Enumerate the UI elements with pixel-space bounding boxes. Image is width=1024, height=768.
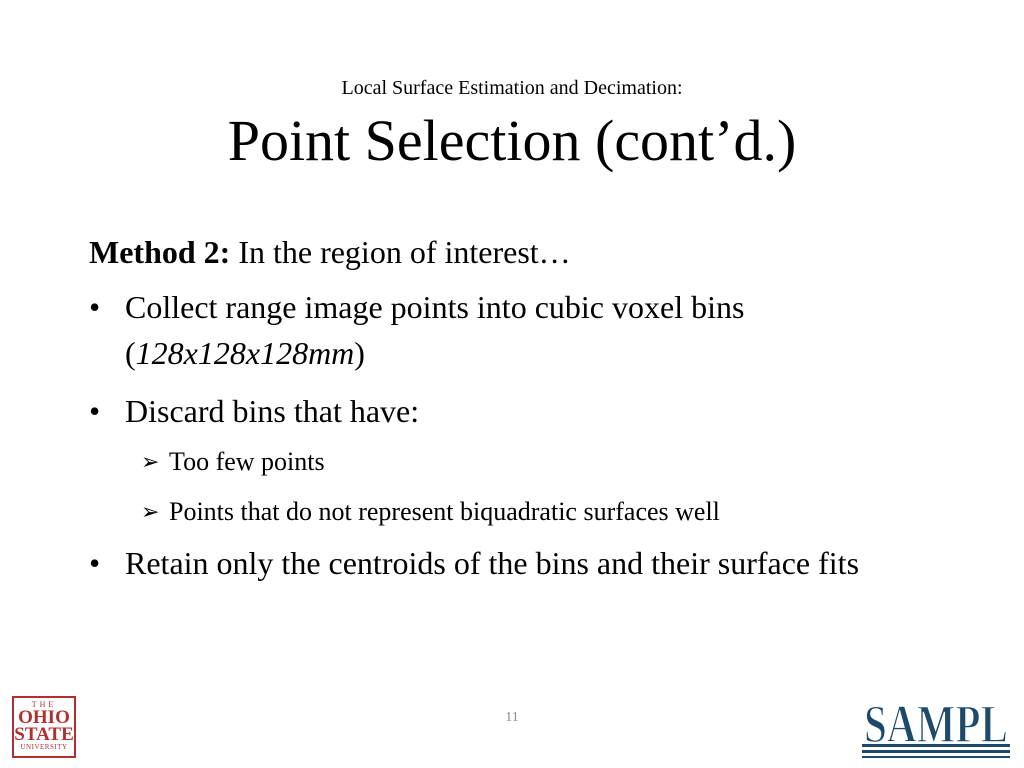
arrow-bullet-icon: ➢: [141, 499, 160, 524]
subbullet-text: Points that do not represent biquadratic surfaces well: [169, 497, 720, 526]
slide-body: [89, 230, 949, 586]
bullet-collect: [89, 284, 949, 376]
page-number: 11: [505, 710, 519, 725]
bullet-retain: [89, 540, 949, 586]
slide-title: Point Selection (cont’d.): [227, 108, 797, 173]
bullet-dot: •: [89, 289, 101, 325]
slide-subtitle: Local Surface Estimation and Decimation:: [341, 77, 683, 99]
bullet-discard: [89, 388, 949, 434]
bullet-discard-text: Discard bins that have:: [125, 393, 420, 429]
voxel-size: 128x128x128mm: [135, 335, 355, 371]
sampl-logo: [860, 690, 1012, 760]
subbullet-biquadratic: [89, 494, 949, 530]
osu-logo-the: THE: [31, 700, 57, 709]
method-label: Method 2:: [89, 234, 231, 270]
paren-close: ): [354, 335, 365, 371]
bullet-collect-text: Collect range image points into cubic voxel bins: [125, 289, 745, 325]
osu-logo-university: UNIVERSITY: [20, 743, 68, 751]
osu-logo-ohio: OHIO: [18, 707, 70, 728]
arrow-bullet-icon: ➢: [141, 449, 160, 474]
method-line: [89, 230, 949, 274]
bullet-retain-text: Retain only the centroids of the bins and their surface fits: [125, 545, 860, 581]
osu-logo-state: STATE: [14, 724, 74, 745]
paren-open: (: [125, 335, 136, 371]
bullet-dot: •: [89, 545, 101, 581]
ohio-state-logo: [12, 696, 76, 758]
bullet-dot: •: [89, 393, 101, 429]
method-text: In the region of interest…: [230, 234, 571, 270]
subbullet-too-few: [89, 444, 949, 480]
sampl-logo-text: SAMPL: [864, 694, 1008, 754]
subbullet-text: Too few points: [169, 447, 325, 476]
